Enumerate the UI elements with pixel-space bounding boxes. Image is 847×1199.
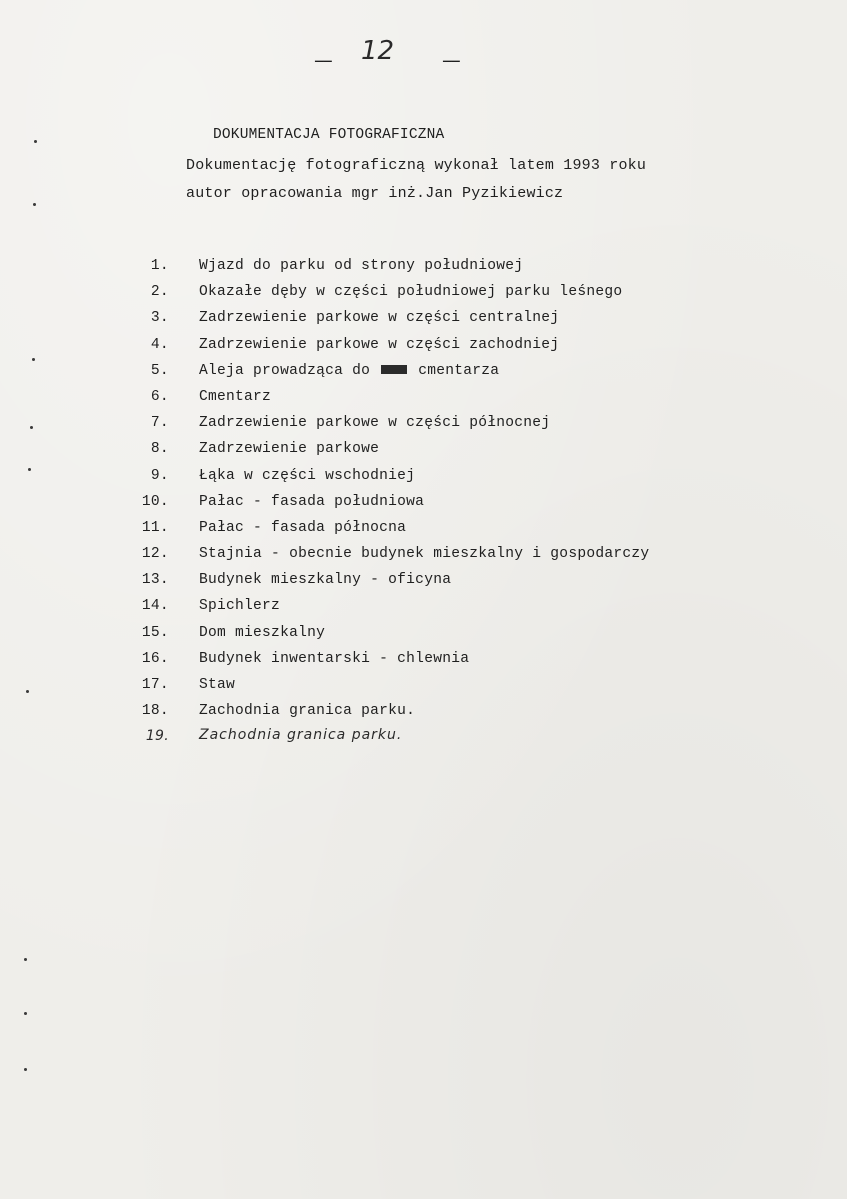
list-item-text: Dom mieszkalny	[199, 624, 326, 641]
margin-dot	[34, 140, 37, 143]
list-item-text: Budynek mieszkalny - oficyna	[199, 572, 452, 589]
list-item-text-after: cmentarza	[418, 362, 500, 379]
page-number-dash-left: ——	[315, 54, 332, 70]
list-item-number: 15.	[141, 624, 169, 641]
list-item-text: Budynek inwentarski - chlewnia	[199, 650, 470, 667]
list-item-text: Wjazd do parku od strony południowej	[199, 258, 524, 274]
list-item-text: Zadrzewienie parkowe	[199, 441, 380, 458]
redaction-mark	[381, 365, 407, 374]
list-item-number: 3.	[150, 310, 169, 327]
margin-dot	[24, 958, 27, 961]
list-item-number: 16.	[141, 650, 169, 667]
list-item-text: Okazałe dęby w części południowej parku leśnego	[199, 284, 623, 301]
list-item	[0, 677, 847, 703]
list-item	[0, 546, 847, 572]
list-item-text: Zachodnia granica parku.	[199, 703, 416, 720]
list-item-number: 13.	[141, 572, 169, 589]
list-item	[0, 572, 847, 598]
list-item-text: Staw	[199, 677, 236, 693]
list-item	[0, 703, 847, 729]
list-item-text: Zadrzewienie parkowe w części zachodniej	[199, 336, 560, 353]
margin-dot	[33, 203, 36, 206]
intro-line-1: Dokumentację fotograficzną wykonał latem 1993 roku	[186, 157, 647, 174]
list-item	[0, 284, 847, 310]
list-item-text	[199, 363, 499, 379]
intro-line-2: autor opracowania mgr inż.Jan Pyzikiewicz	[186, 185, 564, 202]
list-item	[0, 363, 847, 389]
list-item-text: Łąka w części wschodniej	[199, 467, 416, 484]
list-item	[0, 258, 847, 284]
list-item-text: Zadrzewienie parkowe w części północnej	[199, 415, 551, 432]
page-number	[315, 38, 465, 74]
list-item	[0, 337, 847, 363]
list-item-text-before: Aleja prowadząca do	[199, 362, 371, 379]
list-item	[0, 520, 847, 546]
list-item	[0, 598, 847, 624]
margin-dot	[26, 690, 29, 693]
list-item	[0, 389, 847, 415]
list-item-number: 11.	[141, 519, 169, 536]
list-item-number: 8.	[150, 441, 169, 458]
margin-dot	[32, 358, 35, 361]
margin-dot	[24, 1012, 27, 1015]
page-number-dash-right: ——	[443, 54, 460, 70]
list-item	[0, 441, 847, 467]
list-item-text: Spichlerz	[199, 598, 281, 615]
margin-dot	[30, 426, 33, 429]
margin-dot	[28, 468, 31, 471]
list-item-text: Zachodnia granica parku.	[199, 727, 403, 744]
list-item-text: Pałac - fasada południowa	[199, 493, 425, 510]
list-item-number: 14.	[141, 598, 169, 615]
list-item-number: 9.	[150, 467, 169, 484]
list-item-number: 7.	[150, 415, 169, 432]
list-item-number: 2.	[150, 284, 169, 301]
list-item	[0, 310, 847, 336]
list-item	[0, 468, 847, 494]
list-item-number: 6.	[150, 388, 169, 405]
document-heading: DOKUMENTACJA FOTOGRAFICZNA	[213, 127, 445, 143]
margin-dot	[24, 1068, 27, 1071]
list-item-number: 19.	[145, 728, 169, 745]
list-item-text: Pałac - fasada północna	[199, 519, 407, 536]
list-item-text: Stajnia - obecnie budynek mieszkalny i gospodarczy	[199, 546, 650, 563]
list-item	[0, 494, 847, 520]
list-item-number: 1.	[150, 258, 169, 274]
list-item	[0, 651, 847, 677]
list-item-number: 18.	[141, 703, 169, 720]
list-item-text: Zadrzewienie parkowe w części centralnej	[199, 310, 560, 327]
list-item-number: 10.	[141, 493, 169, 510]
photo-list	[0, 258, 847, 756]
page-number-value: 12	[361, 36, 395, 66]
intro-paragraph	[186, 152, 646, 208]
list-item-number: 4.	[150, 336, 169, 353]
list-item-number: 12.	[141, 546, 169, 563]
list-item-number: 5.	[150, 362, 169, 379]
list-item-number: 17.	[141, 677, 169, 693]
list-item	[0, 625, 847, 651]
list-item	[0, 415, 847, 441]
list-item-handwritten	[0, 729, 847, 755]
list-item-text: Cmentarz	[199, 388, 272, 405]
